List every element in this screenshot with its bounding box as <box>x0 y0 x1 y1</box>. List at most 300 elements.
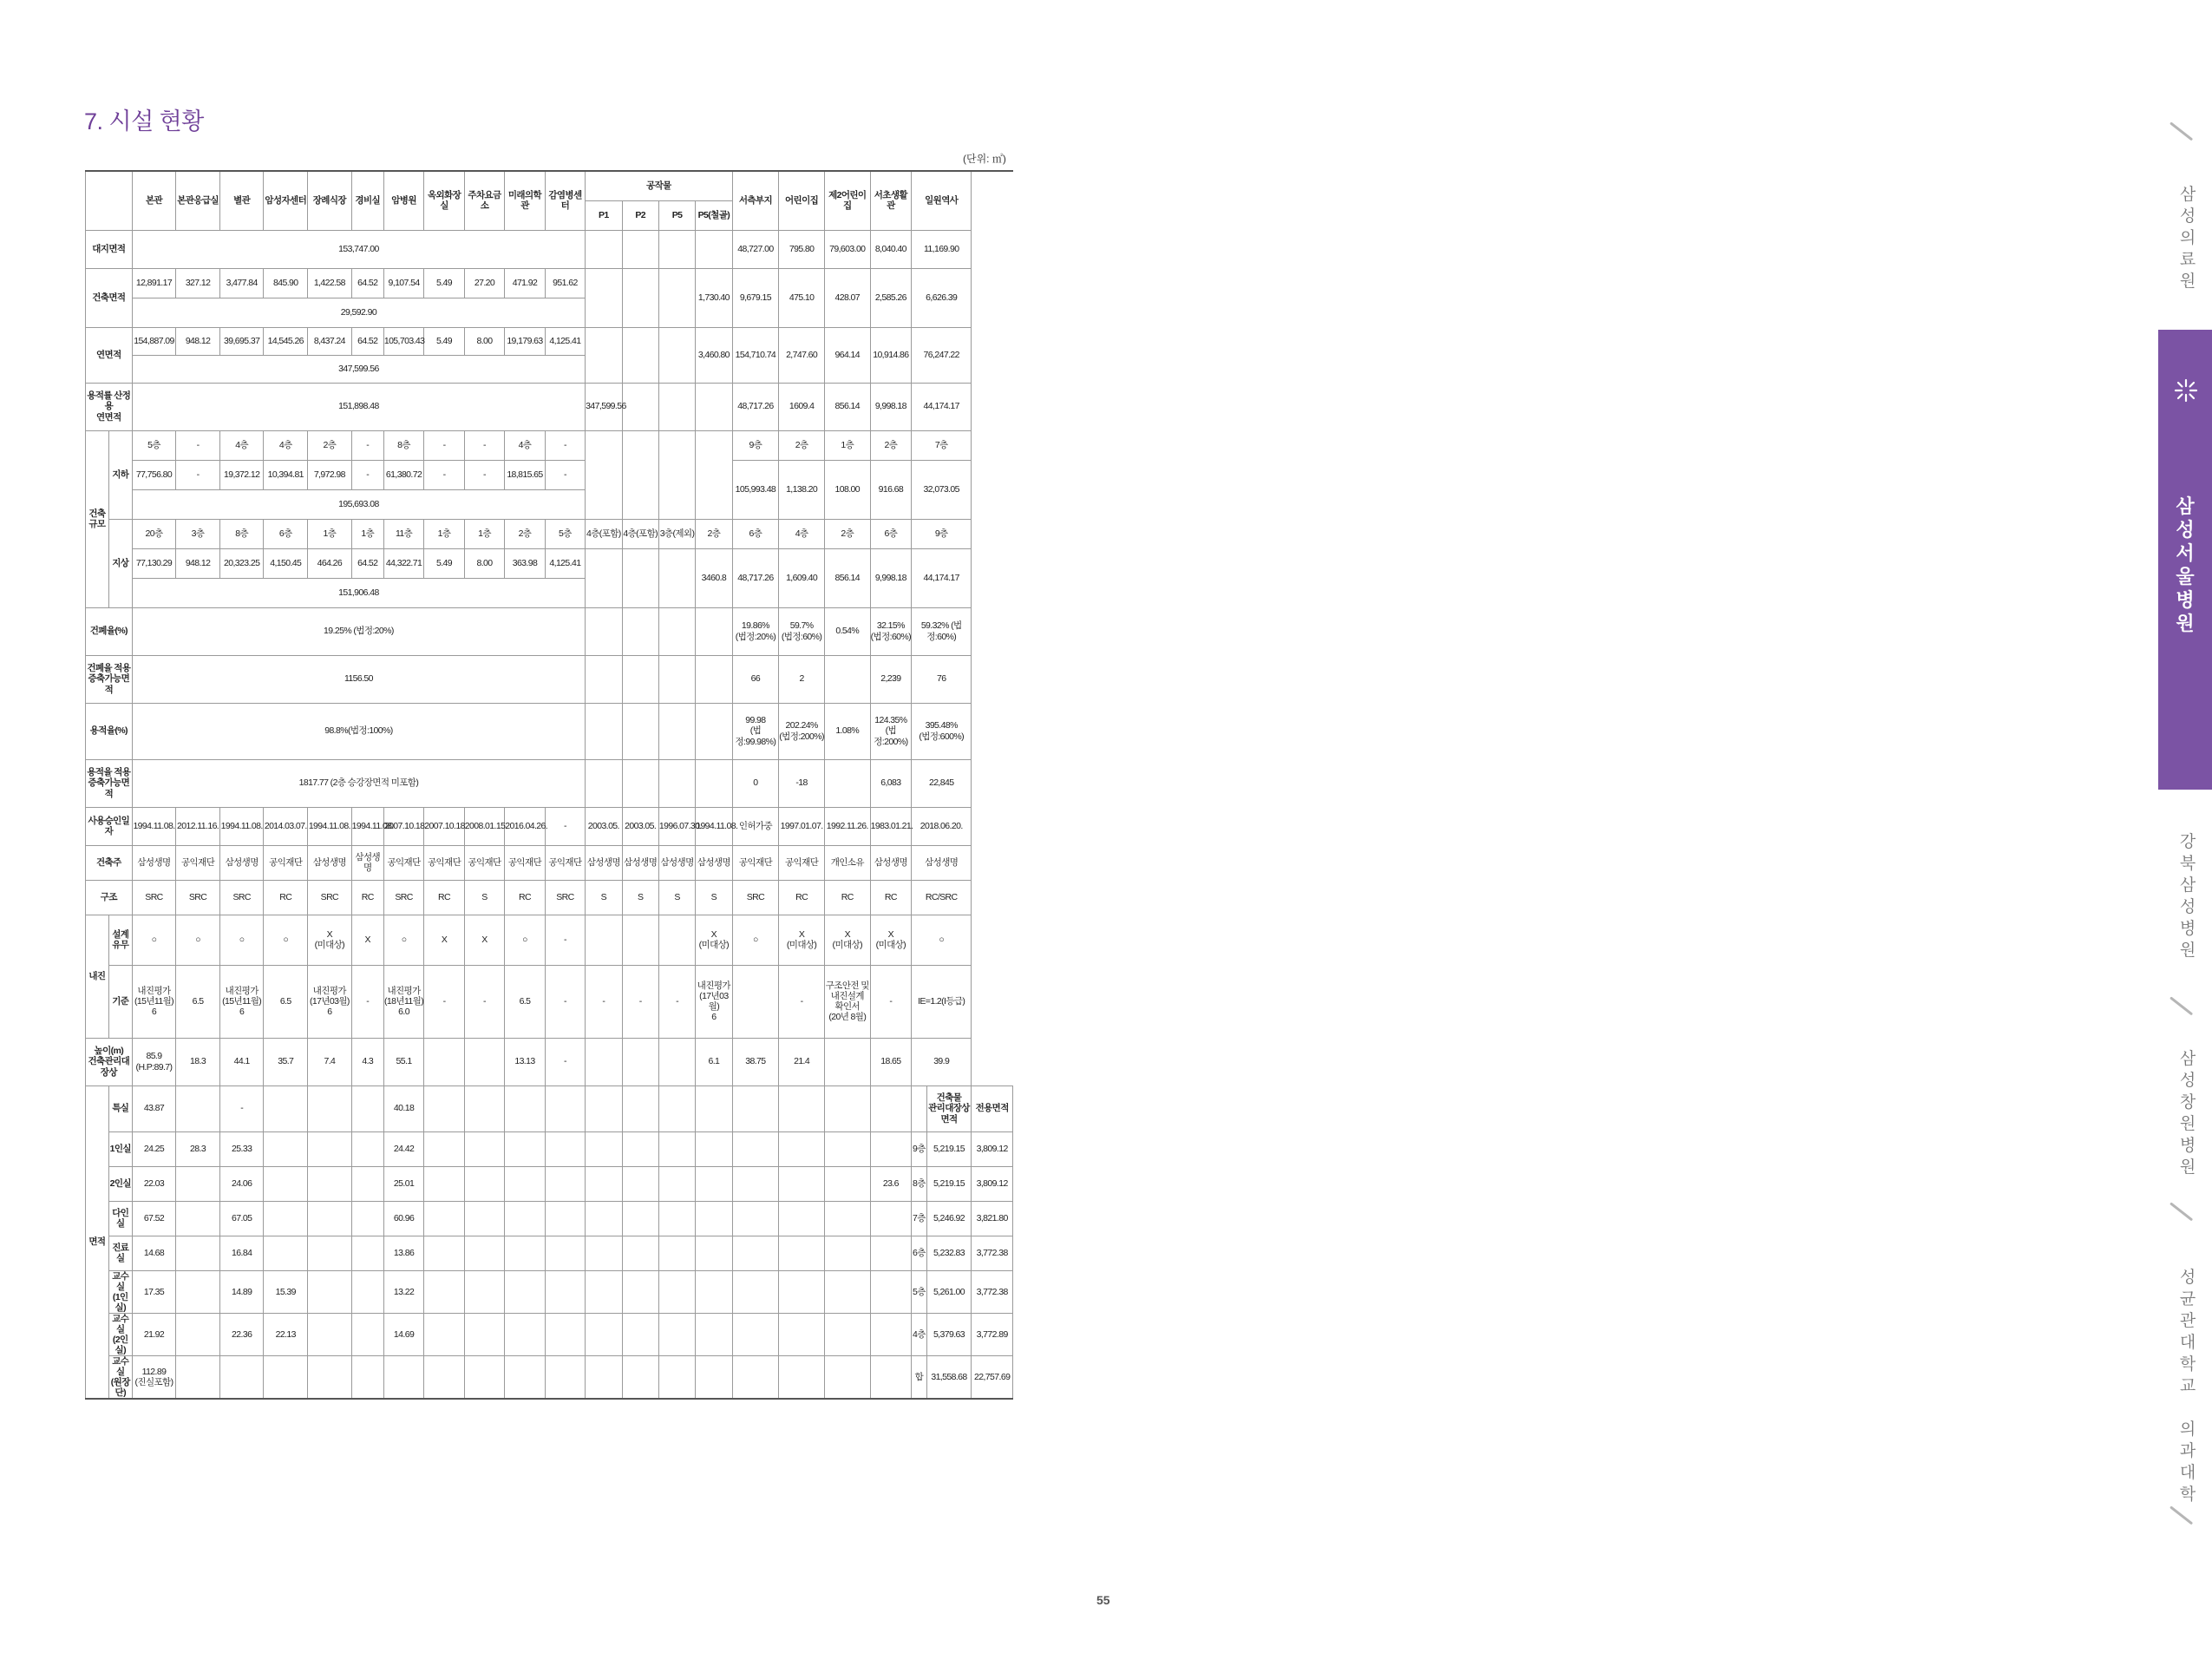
table-cell <box>658 1356 695 1400</box>
table-cell <box>351 1236 383 1270</box>
table-row <box>86 171 1013 200</box>
table-cell <box>586 1131 622 1166</box>
table-row <box>86 1236 1013 1270</box>
table-cell: - <box>464 965 504 1038</box>
table-cell <box>696 1313 732 1355</box>
table-cell: - <box>545 807 585 845</box>
table-cell: 1,422.58 <box>308 268 352 298</box>
table-cell <box>505 1356 545 1400</box>
table-row <box>86 845 1013 880</box>
table-cell <box>505 1166 545 1201</box>
table-cell: 66 <box>732 655 779 703</box>
table-header-cell: 건축 규모 <box>86 430 109 607</box>
table-cell: 48,717.26 <box>732 383 779 430</box>
table-cell: 22.03 <box>132 1166 176 1201</box>
table-cell: 3,772.89 <box>972 1313 1013 1355</box>
table-cell <box>696 430 732 519</box>
table-cell <box>824 1038 870 1086</box>
table-cell <box>545 1313 585 1355</box>
table-cell: X (미대상) <box>870 915 912 965</box>
table-header-cell: 대지면적 <box>86 230 133 268</box>
table-cell <box>351 1166 383 1201</box>
table-cell <box>622 1236 658 1270</box>
table-cell <box>545 1270 585 1313</box>
table-cell <box>824 1236 870 1270</box>
table-cell: 5,232.83 <box>926 1236 972 1270</box>
sidebar-divider <box>2169 1202 2193 1221</box>
table-cell: SRC <box>732 880 779 915</box>
table-cell: 77,756.80 <box>132 460 176 489</box>
sidebar-item-kangbuk-samsung-hospital[interactable]: 강 북 삼 성 병 원 <box>2179 833 2196 960</box>
table-cell: 32,073.05 <box>912 460 972 519</box>
table-cell: 2층 <box>505 519 545 548</box>
table-cell <box>658 230 695 268</box>
table-cell <box>870 1236 912 1270</box>
table-cell: 3,809.12 <box>972 1131 1013 1166</box>
table-cell <box>586 327 622 383</box>
table-cell: 2층 <box>824 519 870 548</box>
table-cell: 5층 <box>545 519 585 548</box>
table-cell: IE=1.2(I등급) <box>912 965 972 1038</box>
table-cell: X (미대상) <box>824 915 870 965</box>
table-cell <box>545 1131 585 1166</box>
table-cell: 2014.03.07. <box>264 807 308 845</box>
table-header-cell: 용적율 적용 증축가능면적 <box>86 759 133 807</box>
table-cell: - <box>545 430 585 460</box>
table-cell <box>824 655 870 703</box>
table-cell: 4층 <box>779 519 825 548</box>
table-header-cell: 다인실 <box>108 1201 132 1236</box>
sidebar-divider <box>2169 996 2193 1015</box>
table-cell: 9,998.18 <box>870 548 912 607</box>
table-cell <box>732 1236 779 1270</box>
table-cell: - <box>351 965 383 1038</box>
table-cell <box>658 915 695 965</box>
table-cell <box>586 1038 622 1086</box>
table-cell: 38.75 <box>732 1038 779 1086</box>
table-cell: 1.08% <box>824 703 870 759</box>
table-cell <box>732 1166 779 1201</box>
table-cell: - <box>464 430 504 460</box>
table-cell: - <box>545 915 585 965</box>
table-cell: 삼성생명 <box>912 845 972 880</box>
table-cell: 15.39 <box>264 1270 308 1313</box>
table-cell <box>424 1166 464 1201</box>
table-header-cell: 어린이집 <box>779 171 825 230</box>
table-header-cell: P5 <box>658 200 695 230</box>
table-cell: 2012.11.16. <box>176 807 220 845</box>
table-cell: 5층 <box>912 1270 927 1313</box>
table-cell: 39.9 <box>912 1038 972 1086</box>
table-cell: 공익재단 <box>383 845 423 880</box>
table-header-cell: 옥외화장실 <box>424 171 464 230</box>
table-cell: 22.36 <box>219 1313 264 1355</box>
table-cell: 327.12 <box>176 268 220 298</box>
table-cell <box>870 1270 912 1313</box>
table-cell <box>219 1356 264 1400</box>
table-cell: 112.89 (진실포함) <box>132 1356 176 1400</box>
table-cell: - <box>779 965 825 1038</box>
table-cell: 4층 <box>912 1313 927 1355</box>
table-cell: - <box>424 965 464 1038</box>
table-header-cell: 용적률 산정용 연면적 <box>86 383 133 430</box>
table-cell: 77,130.29 <box>132 548 176 578</box>
table-cell: 6층 <box>912 1236 927 1270</box>
table-cell <box>308 1131 352 1166</box>
table-cell <box>696 1201 732 1236</box>
table-cell: 6,626.39 <box>912 268 972 327</box>
table-header-cell: 지하 <box>108 430 132 519</box>
table-cell <box>264 1131 308 1166</box>
table-cell <box>824 1131 870 1166</box>
table-cell <box>658 1270 695 1313</box>
table-cell: ○ <box>383 915 423 965</box>
table-cell <box>308 1356 352 1400</box>
table-cell <box>622 1086 658 1131</box>
table-cell: SRC <box>176 880 220 915</box>
table-cell <box>545 1236 585 1270</box>
table-cell: 5.49 <box>424 548 464 578</box>
table-cell: 347,599.56 <box>586 383 622 430</box>
table-cell: 14.68 <box>132 1236 176 1270</box>
table-cell: 5,219.15 <box>926 1166 972 1201</box>
table-cell <box>870 1201 912 1236</box>
table-cell: 내진평가 (15년11월) 6 <box>132 965 176 1038</box>
table-cell: 916.68 <box>870 460 912 519</box>
table-cell <box>586 430 622 519</box>
table-cell: 1994.11.08. <box>696 807 732 845</box>
table-cell: - <box>176 430 220 460</box>
table-cell <box>351 1201 383 1236</box>
unit-label: (단위: ㎡) <box>963 153 1006 165</box>
table-cell: 개인소유 <box>824 845 870 880</box>
table-cell <box>505 1201 545 1236</box>
sidebar-item-samsung-seoul-hospital[interactable]: 삼 성 서 울 병 원 <box>2176 495 2195 634</box>
table-header-cell: 높이(m) 건축관리대장상 <box>86 1038 133 1086</box>
table-cell <box>176 1166 220 1201</box>
table-cell: ○ <box>132 915 176 965</box>
table-cell: 7층 <box>912 430 972 460</box>
table-cell <box>658 1166 695 1201</box>
table-cell <box>264 1236 308 1270</box>
table-cell <box>622 1313 658 1355</box>
table-cell: - <box>545 460 585 489</box>
table-cell: S <box>622 880 658 915</box>
table-cell: 3층(제외) <box>658 519 695 548</box>
table-cell: RC <box>824 880 870 915</box>
table-cell: 1992.11.26. <box>824 807 870 845</box>
table-cell: ○ <box>264 915 308 965</box>
table-cell <box>505 1313 545 1355</box>
table-cell <box>779 1236 825 1270</box>
table-cell: 9층 <box>732 430 779 460</box>
table-cell <box>308 1236 352 1270</box>
table-cell <box>779 1356 825 1400</box>
table-cell: 2007.10.18. <box>424 807 464 845</box>
table-row <box>86 965 1013 1038</box>
table-cell: - <box>658 965 695 1038</box>
table-cell <box>464 1166 504 1201</box>
table-cell <box>622 1166 658 1201</box>
table-cell <box>696 230 732 268</box>
table-cell <box>870 1131 912 1166</box>
table-cell: 44.1 <box>219 1038 264 1086</box>
table-cell: 삼성생명 <box>870 845 912 880</box>
sun-icon <box>2174 378 2198 403</box>
table-cell: 44,322.71 <box>383 548 423 578</box>
table-cell: 2 <box>779 655 825 703</box>
table-cell: 6.5 <box>176 965 220 1038</box>
table-cell: 13.13 <box>505 1038 545 1086</box>
table-row <box>86 807 1013 845</box>
table-cell <box>622 703 658 759</box>
table-cell: ○ <box>912 915 972 965</box>
table-cell: 5층 <box>132 430 176 460</box>
table-cell <box>308 1201 352 1236</box>
table-header-cell: 교수실 (2인실) <box>108 1313 132 1355</box>
table-cell: - <box>351 460 383 489</box>
table-cell <box>464 1270 504 1313</box>
table-cell: 76,247.22 <box>912 327 972 383</box>
table-header-cell: 구조 <box>86 880 133 915</box>
table-cell: 내진평가 (18년11월) 6.0 <box>383 965 423 1038</box>
table-cell: 내진평가 (17년03월) 6 <box>308 965 352 1038</box>
table-cell <box>658 655 695 703</box>
table-cell <box>658 383 695 430</box>
table-cell: 1994.11.08. <box>351 807 383 845</box>
table-cell: 2층 <box>696 519 732 548</box>
table-cell: S <box>696 880 732 915</box>
table-header-cell: P2 <box>622 200 658 230</box>
table-header-cell: 제2어린이집 <box>824 171 870 230</box>
table-cell: 964.14 <box>824 327 870 383</box>
table-cell <box>424 1131 464 1166</box>
table-cell: 공익재단 <box>505 845 545 880</box>
table-header-cell: 암병원 <box>383 171 423 230</box>
table-cell: 948.12 <box>176 548 220 578</box>
table-cell <box>464 1201 504 1236</box>
table-cell: 9,679.15 <box>732 268 779 327</box>
table-cell: 7.4 <box>308 1038 352 1086</box>
table-cell: 5,219.15 <box>926 1131 972 1166</box>
table-row <box>86 880 1013 915</box>
table-cell: 428.07 <box>824 268 870 327</box>
table-cell: 18.3 <box>176 1038 220 1086</box>
table-cell <box>464 1038 504 1086</box>
table-cell: 0.54% <box>824 607 870 655</box>
table-header-cell: 2인실 <box>108 1166 132 1201</box>
table-cell: 1997.01.07. <box>779 807 825 845</box>
table-cell: 1층 <box>824 430 870 460</box>
table-cell: 44,174.17 <box>912 383 972 430</box>
table-row <box>86 1201 1013 1236</box>
table-cell <box>732 1270 779 1313</box>
table-cell: 3,809.12 <box>972 1166 1013 1201</box>
table-cell: 14.89 <box>219 1270 264 1313</box>
table-cell: 76 <box>912 655 972 703</box>
table-header-cell: 건축주 <box>86 845 133 880</box>
table-cell: 1층 <box>464 519 504 548</box>
table-cell: 2층 <box>779 430 825 460</box>
table-cell: 1,609.40 <box>779 548 825 607</box>
table-cell: 5,261.00 <box>926 1270 972 1313</box>
sidebar-item-samsung-changwon-hospital[interactable]: 삼 성 창 원 병 원 <box>2179 1050 2196 1177</box>
table-cell: 3,460.80 <box>696 327 732 383</box>
table-cell <box>586 1313 622 1355</box>
table-cell: 합 <box>912 1356 927 1400</box>
sidebar-item-samsung-medical-center[interactable]: 삼 성 의 료 원 <box>2179 186 2196 291</box>
table-header-cell: 1인실 <box>108 1131 132 1166</box>
table-cell: 13.22 <box>383 1270 423 1313</box>
table-cell: SRC <box>308 880 352 915</box>
table-cell <box>622 230 658 268</box>
table-cell: 16.84 <box>219 1236 264 1270</box>
table-cell <box>622 1270 658 1313</box>
table-cell: 8.00 <box>464 327 504 355</box>
table-cell: 공익재단 <box>424 845 464 880</box>
table-cell <box>464 1236 504 1270</box>
table-cell: 5.49 <box>424 327 464 355</box>
table-cell: 19,372.12 <box>219 460 264 489</box>
sidebar-item-skku-medicine[interactable]: 성 균 관 대 학 교 의 과 대 학 <box>2179 1269 2196 1504</box>
table-cell: 395.48% (법정:600%) <box>912 703 972 759</box>
table-cell: 7층 <box>912 1201 927 1236</box>
table-cell: X (미대상) <box>308 915 352 965</box>
table-cell: 105,993.48 <box>732 460 779 519</box>
table-cell <box>424 1038 464 1086</box>
table-cell: - <box>219 1086 264 1131</box>
table-cell: 14.69 <box>383 1313 423 1355</box>
table-cell: 8,040.40 <box>870 230 912 268</box>
table-cell <box>505 1086 545 1131</box>
table-cell: 32.15% (법정:60%) <box>870 607 912 655</box>
table-cell: 105,703.43 <box>383 327 423 355</box>
table-cell: 59.7% (법정:60%) <box>779 607 825 655</box>
table-cell: 153,747.00 <box>132 230 585 268</box>
table-cell <box>779 1086 825 1131</box>
table-cell <box>658 1131 695 1166</box>
table-cell: 1156.50 <box>132 655 585 703</box>
table-cell: 2003.05. <box>622 807 658 845</box>
table-cell <box>586 1236 622 1270</box>
table-cell: 154,887.09 <box>132 327 176 355</box>
table-cell <box>545 1201 585 1236</box>
table-header-cell: P5(철골) <box>696 200 732 230</box>
page-title: 7. 시설 현황 <box>84 108 204 134</box>
table-cell: 4,125.41 <box>545 548 585 578</box>
table-row <box>86 655 1013 703</box>
table-cell: - <box>870 965 912 1038</box>
table-header-cell: 사용승인일자 <box>86 807 133 845</box>
table-cell: 3,477.84 <box>219 268 264 298</box>
table-cell: 2016.04.26. <box>505 807 545 845</box>
table-cell <box>176 1086 220 1131</box>
table-cell: 2,585.26 <box>870 268 912 327</box>
table-cell <box>824 1313 870 1355</box>
table-cell: - <box>464 460 504 489</box>
table-cell: 475.10 <box>779 268 825 327</box>
table-cell: 98.8%(법정:100%) <box>132 703 585 759</box>
table-cell: 18.65 <box>870 1038 912 1086</box>
table-cell <box>824 1201 870 1236</box>
facility-table-body <box>86 171 1013 1399</box>
table-cell <box>658 1313 695 1355</box>
table-cell: 23.6 <box>870 1166 912 1201</box>
table-cell <box>586 759 622 807</box>
table-row <box>86 1131 1013 1166</box>
table-cell <box>824 759 870 807</box>
table-cell <box>658 1201 695 1236</box>
table-cell: 14,545.26 <box>264 327 308 355</box>
table-cell: 6,083 <box>870 759 912 807</box>
table-cell: 20,323.25 <box>219 548 264 578</box>
table-cell <box>586 1270 622 1313</box>
table-cell: 67.52 <box>132 1201 176 1236</box>
table-cell: 1994.11.08. <box>308 807 352 845</box>
table-header-cell: 암성자센터 <box>264 171 308 230</box>
table-cell: 8,437.24 <box>308 327 352 355</box>
table-cell <box>658 703 695 759</box>
table-cell <box>658 607 695 655</box>
table-cell <box>696 703 732 759</box>
table-cell <box>658 1038 695 1086</box>
table-cell: 8.00 <box>464 548 504 578</box>
table-cell: 9,107.54 <box>383 268 423 298</box>
table-cell <box>824 1166 870 1201</box>
table-row <box>86 268 1013 298</box>
table-cell: 55.1 <box>383 1038 423 1086</box>
table-cell <box>696 1236 732 1270</box>
table-cell: 삼성생명 <box>658 845 695 880</box>
table-cell <box>424 1270 464 1313</box>
table-header-cell: 내진 <box>86 915 109 1038</box>
table-cell <box>464 1086 504 1131</box>
table-row <box>86 230 1013 268</box>
table-header-cell: 진료실 <box>108 1236 132 1270</box>
table-cell: 40.18 <box>383 1086 423 1131</box>
table-header-cell: 연면적 <box>86 327 133 383</box>
table-cell: 2,239 <box>870 655 912 703</box>
table-cell: 27.20 <box>464 268 504 298</box>
sidebar <box>1076 0 2196 1666</box>
table-cell: RC <box>351 880 383 915</box>
table-cell <box>586 1201 622 1236</box>
table-cell: 59.32% (법정:60%) <box>912 607 972 655</box>
table-cell: 44,174.17 <box>912 548 972 607</box>
table-header-cell: 장례식장 <box>308 171 352 230</box>
facility-table <box>85 170 1013 1400</box>
table-row <box>86 1313 1013 1355</box>
table-cell <box>176 1270 220 1313</box>
table-cell: 12,891.17 <box>132 268 176 298</box>
table-cell <box>351 1356 383 1400</box>
table-cell: SRC <box>219 880 264 915</box>
table-cell: 951.62 <box>545 268 585 298</box>
table-cell: 11,169.90 <box>912 230 972 268</box>
table-cell <box>586 230 622 268</box>
sidebar-divider <box>2169 1505 2193 1525</box>
table-cell: 0 <box>732 759 779 807</box>
table-cell: 13.86 <box>383 1236 423 1270</box>
table-cell <box>264 1166 308 1201</box>
table-cell: X <box>424 915 464 965</box>
table-cell <box>696 607 732 655</box>
table-cell <box>545 1356 585 1400</box>
table-cell: 1609.4 <box>779 383 825 430</box>
table-cell: 18,815.65 <box>505 460 545 489</box>
table-cell: X <box>464 915 504 965</box>
table-cell: 삼성생명 <box>219 845 264 880</box>
